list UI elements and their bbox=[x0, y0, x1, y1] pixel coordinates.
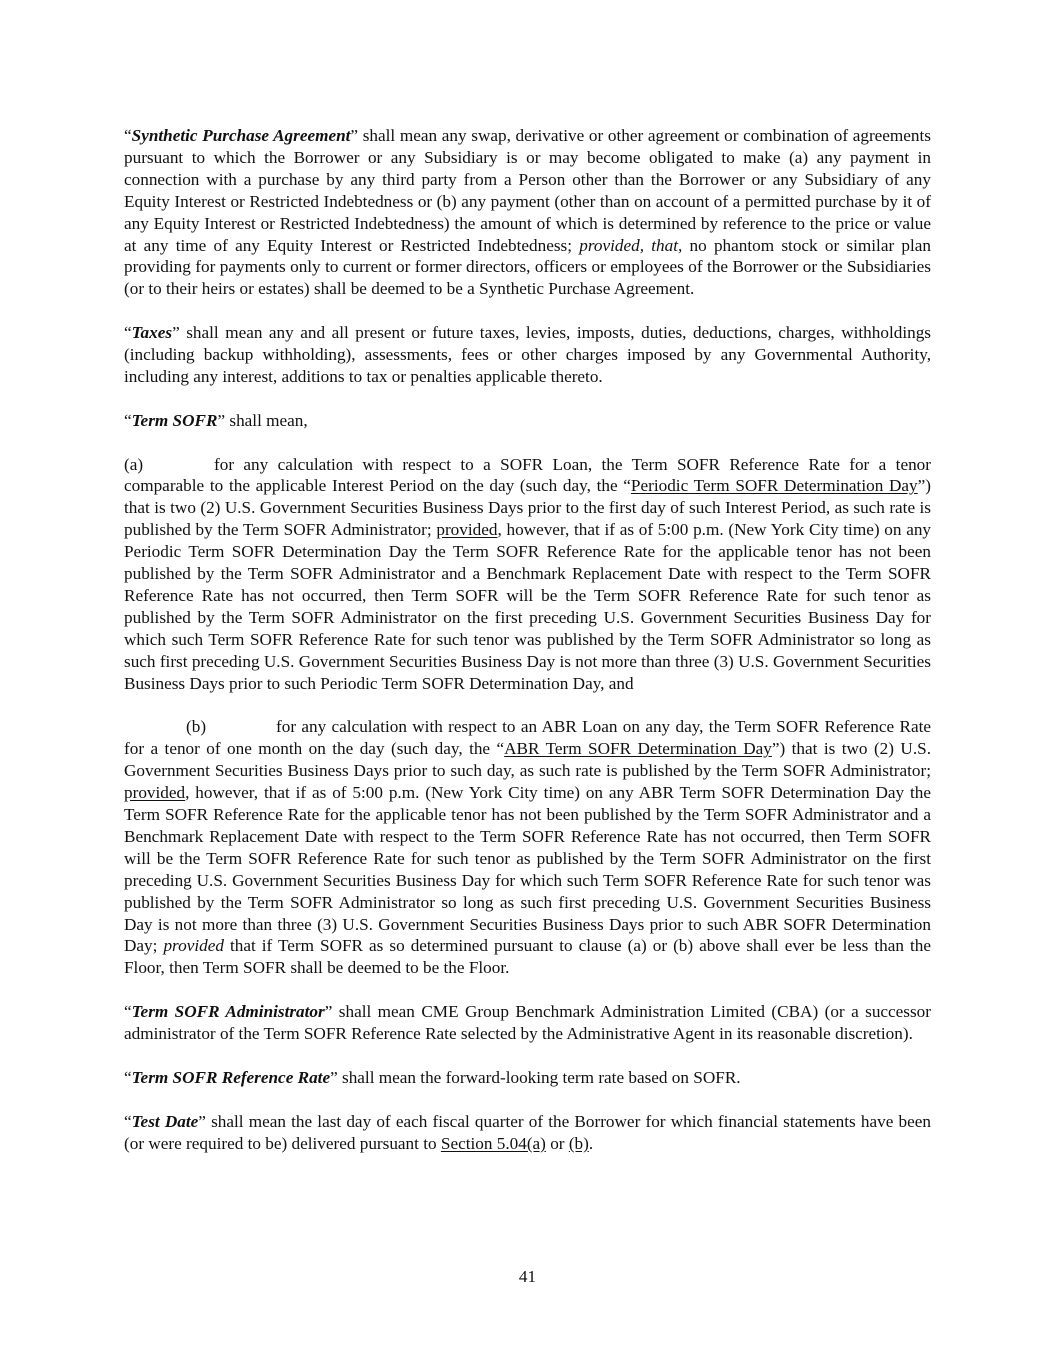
definition-term-sofr bbox=[124, 410, 931, 432]
definition-text: shall mean, bbox=[225, 410, 308, 430]
clause-text: , however, that if as of 5:00 p.m. (New York City time) on any Periodic Term SOFR Determination Day the Term SOFR Reference Rate for the applicable tenor has not been published by the Term SOFR Administrator and a Benchmark Replacement Date with respect to the Term SOFR Reference Rate has not occurred, then Term SOFR will be the Term SOFR Reference Rate for such tenor as published by the Term SOFR Administrator on the first preceding U.S. Government Securities Business Day for which such Term SOFR Reference Rate for such tenor was published by the Term SOFR Administrator so long as such first preceding U.S. Government Securities Business Day is not more than three (3) U.S. Government Securities Business Days prior to such Periodic Term SOFR Determination Day, and bbox=[124, 520, 932, 693]
defined-term-reference: ABR Term SOFR Determination Day bbox=[504, 739, 772, 759]
open-quote: “ bbox=[124, 1111, 132, 1131]
defined-term: Taxes bbox=[131, 323, 173, 343]
definition-taxes bbox=[124, 322, 931, 388]
close-quote: ” bbox=[217, 410, 226, 430]
definition-text: shall mean any and all present or future taxes, levies, imposts, duties, deductions, charges, withholdings (including backup withholding), assessments, fees or other charges imposed by any Governmental Authority, including any interest, additions to tax or penalties applicable thereto. bbox=[124, 323, 931, 386]
proviso-text: provided, that, bbox=[579, 235, 683, 255]
clause-text: ”) that is two (2) U.S. Government Securities Business Days prior to the first day of such Interest Period, as such rate is published by the Term SOFR Administrator; bbox=[124, 476, 932, 540]
close-quote: ” bbox=[198, 1111, 206, 1131]
clause-text: for any calculation with respect to an ABR Loan on any day, the Term SOFR Reference Rate for a tenor of one month on the day (such day, the “ bbox=[124, 717, 931, 759]
close-quote: ” bbox=[172, 323, 180, 343]
definition-text: no phantom stock or similar plan providing for payments only to current or former directors, officers or employees of the Borrower or the Subsidiaries (or to their heirs or estates) shall be deemed to be a Synthetic Purchase Agreement. bbox=[124, 235, 932, 299]
definition-test-date bbox=[124, 1111, 931, 1155]
open-quote: “ bbox=[124, 1002, 132, 1022]
provided-text: provided bbox=[436, 520, 498, 540]
clause-reference: (b) bbox=[568, 1133, 589, 1153]
close-quote: ” bbox=[324, 1002, 333, 1022]
definition-text: . bbox=[588, 1133, 594, 1153]
close-quote: ” bbox=[350, 126, 359, 145]
definition-text: shall mean CME Group Benchmark Administration Limited (CBA) (or a successor administrator of the Term SOFR Reference Rate selected by the Administrative Agent in its reasonable discretion). bbox=[124, 1002, 931, 1044]
definition-text: shall mean the last day of each fiscal quarter of the Borrower for which financial statements have been (or were required to be) delivered pursuant to bbox=[124, 1111, 931, 1153]
defined-term: Term SOFR Administrator bbox=[131, 1002, 325, 1022]
definition-synthetic-purchase-agreement bbox=[124, 125, 931, 300]
open-quote: “ bbox=[124, 126, 132, 145]
defined-term: Term SOFR Reference Rate bbox=[131, 1067, 331, 1087]
clause-label: (a) bbox=[124, 454, 144, 474]
definition-text: shall mean any swap, derivative or other agreement or combination of agreements pursuant to which the Borrower or any Subsidiary is or may become obligated to make (a) any payment in connection with a purchase by any third party from a Person other than the Borrower or any Subsidiary of any Equity Interest or Restricted Indebtedness or (b) any payment (other than on account of a permitted purchase by it of any Equity Interest or Restricted Indebtedness) the amount of which is determined by reference to the price or value at any time of any Equity Interest or Restricted Indebtedness; bbox=[124, 126, 931, 255]
clause-b bbox=[124, 716, 931, 979]
clause-text: ”) that is two (2) U.S. Government Securities Business Days prior to such day, as such rate is published by the Term SOFR Administrator; bbox=[124, 739, 931, 781]
clause-a bbox=[124, 454, 931, 695]
provided-text: provided bbox=[124, 783, 186, 803]
open-quote: “ bbox=[124, 1067, 132, 1087]
open-quote: “ bbox=[124, 410, 132, 430]
document-body bbox=[124, 125, 931, 1176]
definition-text: or bbox=[545, 1133, 569, 1153]
clause-text: , however, that if as of 5:00 p.m. (New York City time) on any ABR Term SOFR Determination Day the Term SOFR Reference Rate for the applicable tenor has not been published by the Term SOFR Administrator and a Benchmark Replacement Date with respect to the Term SOFR Reference Rate has not occurred, then Term SOFR will be the Term SOFR Reference Rate for such tenor as published by the Term SOFR Administrator on the first preceding U.S. Government Securities Business Day for which such Term SOFR Reference Rate for such tenor was published by the Term SOFR Administrator so long as such first preceding U.S. Government Securities Business Day is not more than three (3) U.S. Government Securities Business Days prior to such ABR SOFR Determination Day; bbox=[124, 783, 931, 956]
defined-term: Term SOFR bbox=[131, 410, 218, 430]
page-number: 41 bbox=[518, 1267, 537, 1286]
clause-text: that if Term SOFR as so determined pursuant to clause (a) or (b) above shall ever be less than the Floor, then Term SOFR shall be deemed to be the Floor. bbox=[124, 936, 931, 978]
defined-term: Synthetic Purchase Agreement bbox=[131, 126, 351, 145]
provided-italic-text: provided bbox=[163, 936, 224, 956]
clause-text: for any calculation with respect to a SOFR Loan, the Term SOFR Reference Rate for a tenor comparable to the applicable Interest Period on the day (such day, the “ bbox=[124, 454, 931, 496]
close-quote: ” bbox=[330, 1067, 338, 1087]
definition-term-sofr-administrator bbox=[124, 1001, 931, 1045]
clause-label: (b) bbox=[186, 717, 207, 737]
open-quote: “ bbox=[124, 323, 132, 343]
definition-term-sofr-reference-rate bbox=[124, 1067, 931, 1089]
section-reference: Section 5.04(a) bbox=[440, 1133, 546, 1153]
defined-term-reference: Periodic Term SOFR Determination Day bbox=[630, 476, 918, 496]
definition-text: shall mean the forward-looking term rate based on SOFR. bbox=[337, 1067, 741, 1087]
defined-term: Test Date bbox=[131, 1111, 199, 1131]
